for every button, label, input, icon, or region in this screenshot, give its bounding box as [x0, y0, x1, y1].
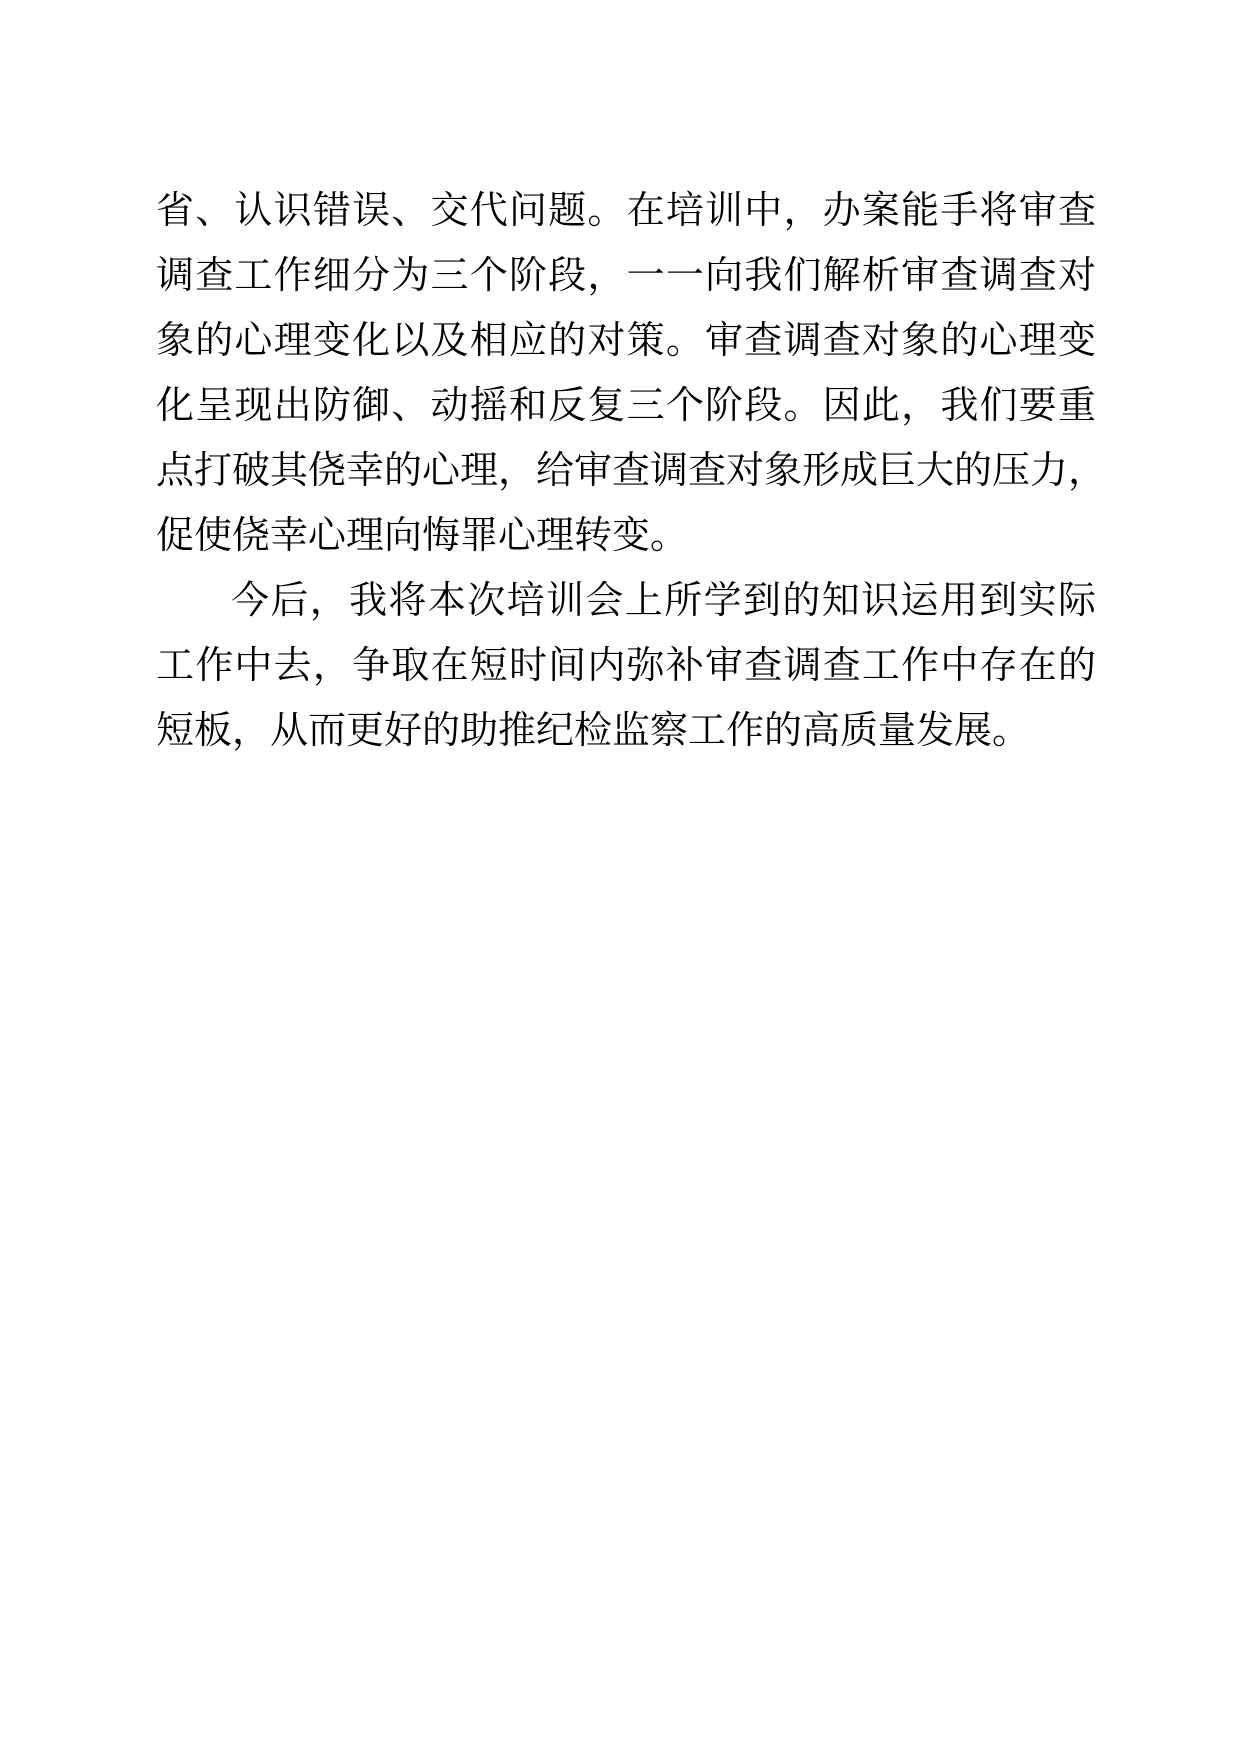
text-line: 省、认识错误、交代问题。在培训中，办案能手将审查	[156, 188, 1096, 232]
paragraph-1	[156, 178, 1107, 568]
text-line: 工作中去，争取在短时间内弥补审查调查工作中存在的	[156, 643, 1096, 687]
text-line: 化呈现出防御、动摇和反复三个阶段。因此，我们要重	[156, 383, 1096, 427]
text-line: 短板，从而更好的助推纪检监察工作的高质量发展。	[156, 708, 1031, 752]
paragraph-2	[156, 568, 1096, 763]
text-line: 今后，我将本次培训会上所学到的知识运用到实际	[231, 578, 1096, 622]
text-line: 点打破其侥幸的心理，给审查调查对象形成巨大的压力，	[156, 448, 1107, 492]
document-body	[156, 178, 1107, 763]
text-line: 象的心理变化以及相应的对策。审查调查对象的心理变	[156, 318, 1096, 362]
text-line: 促使侥幸心理向悔罪心理转变。	[156, 513, 689, 557]
text-line: 调查工作细分为三个阶段，一一向我们解析审查调查对	[156, 253, 1096, 297]
